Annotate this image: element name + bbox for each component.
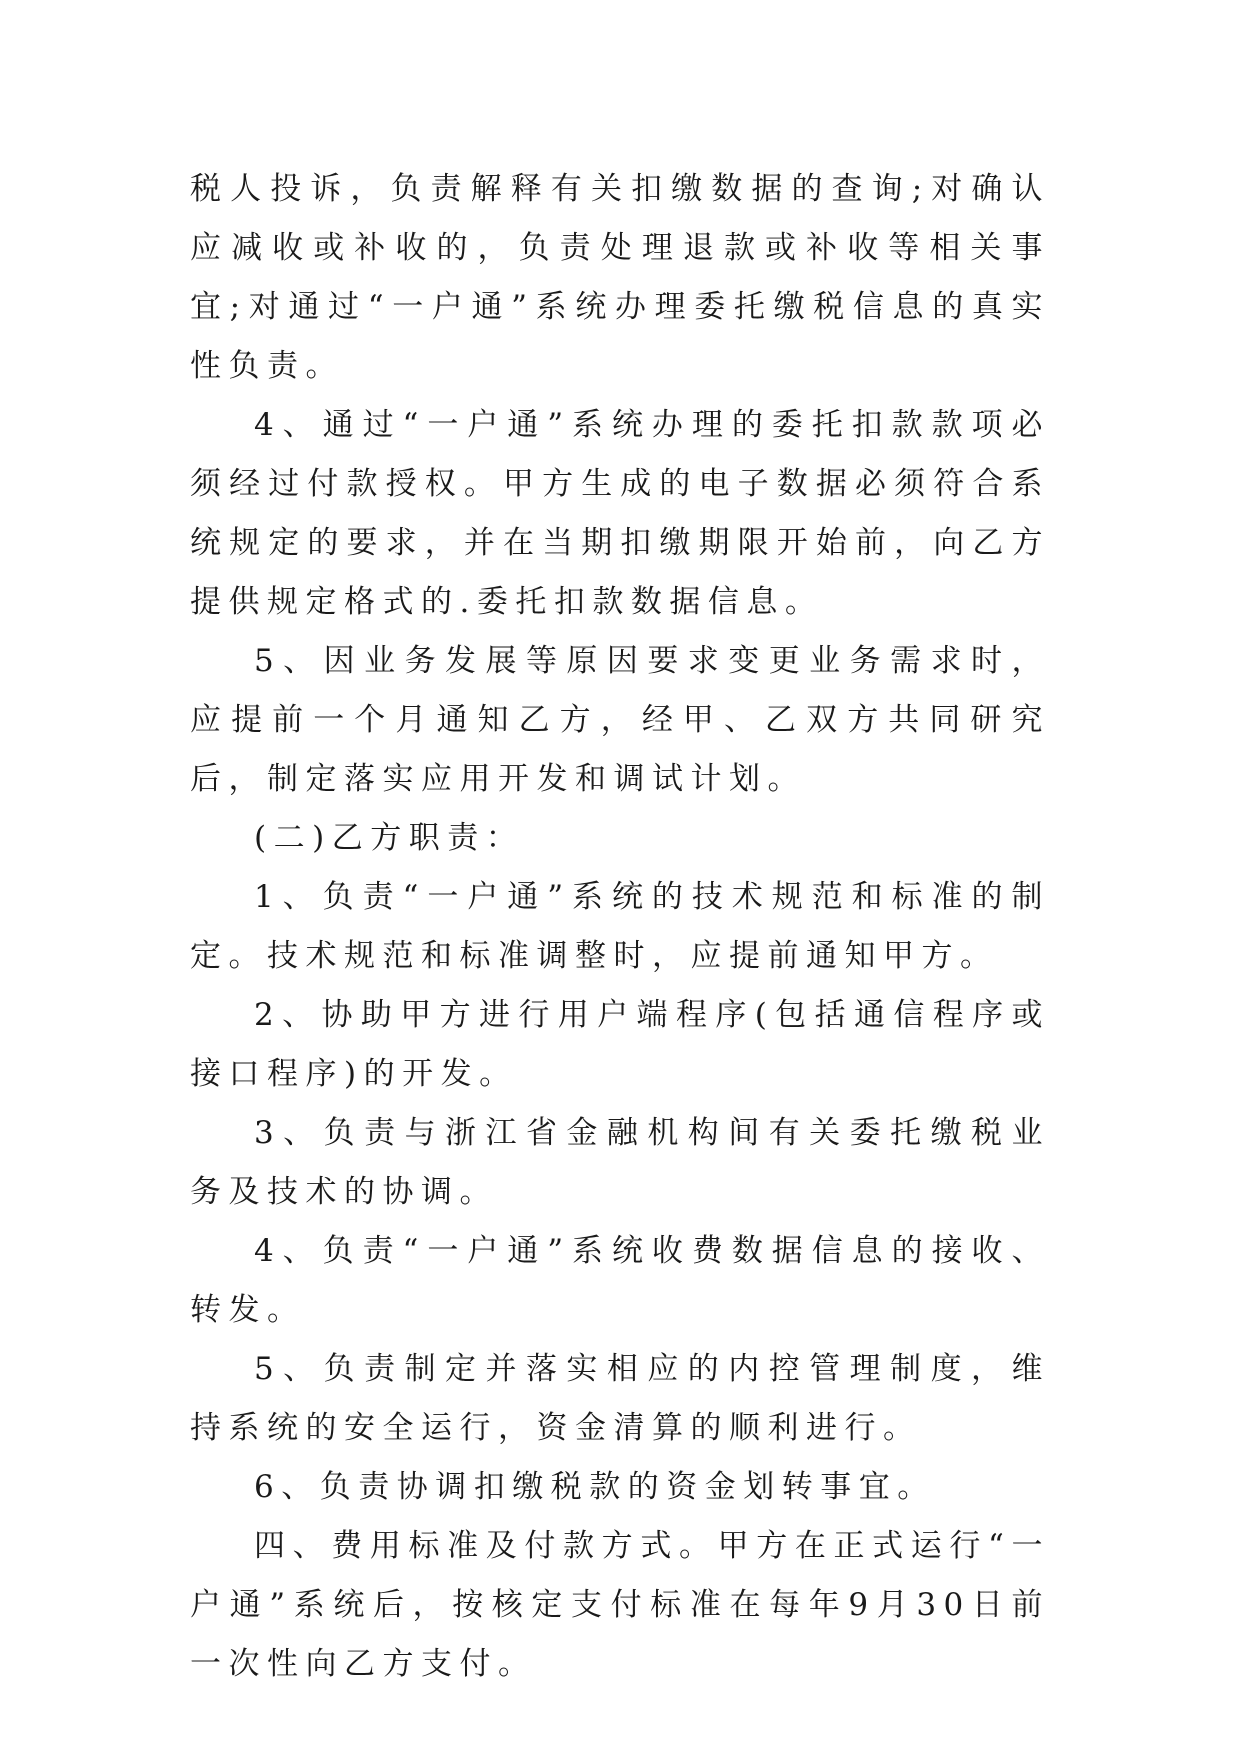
- paragraph-10: 6、负责协调扣缴税款的资金划转事宜。: [254, 1469, 936, 1505]
- paragraph-5: 1、负责“一户通”系统的技术规范和标准的制定。技术规范和标准调整时，应提前通知甲方。: [190, 879, 1050, 974]
- paragraph-8: 4、负责“一户通”系统收费数据信息的接收、转发。: [190, 1233, 1050, 1328]
- paragraph-1: 税人投诉，负责解释有关扣缴数据的查询;对确认应减收或补收的，负责处理退款或补收等相关事宜;对通过“一户通”系统办理委托缴税信息的真实性负责。: [190, 171, 1050, 384]
- paragraph-2: 4、通过“一户通”系统办理的委托扣款款项必须经过付款授权。甲方生成的电子数据必须符合系统规定的要求，并在当期扣缴期限开始前，向乙方提供规定格式的.委托扣款数据信息。: [190, 407, 1050, 620]
- paragraph-6: 2、协助甲方进行用户端程序(包括通信程序或接口程序)的开发。: [190, 997, 1050, 1092]
- document-body: [190, 160, 1050, 1694]
- paragraph-9: 5、负责制定并落实相应的内控管理制度，维持系统的安全运行，资金清算的顺利进行。: [190, 1351, 1050, 1446]
- section-heading-party-b-duties: (二)乙方职责：: [254, 820, 525, 856]
- paragraph-7: 3、负责与浙江省金融机构间有关委托缴税业务及技术的协调。: [190, 1115, 1050, 1210]
- paragraph-11: 四、费用标准及付款方式。甲方在正式运行“一户通”系统后，按核定支付标准在每年9月30日前一次性向乙方支付。: [190, 1528, 1050, 1682]
- paragraph-3: 5、因业务发展等原因要求变更业务需求时，应提前一个月通知乙方，经甲、乙双方共同研究后，制定落实应用开发和调试计划。: [190, 643, 1050, 797]
